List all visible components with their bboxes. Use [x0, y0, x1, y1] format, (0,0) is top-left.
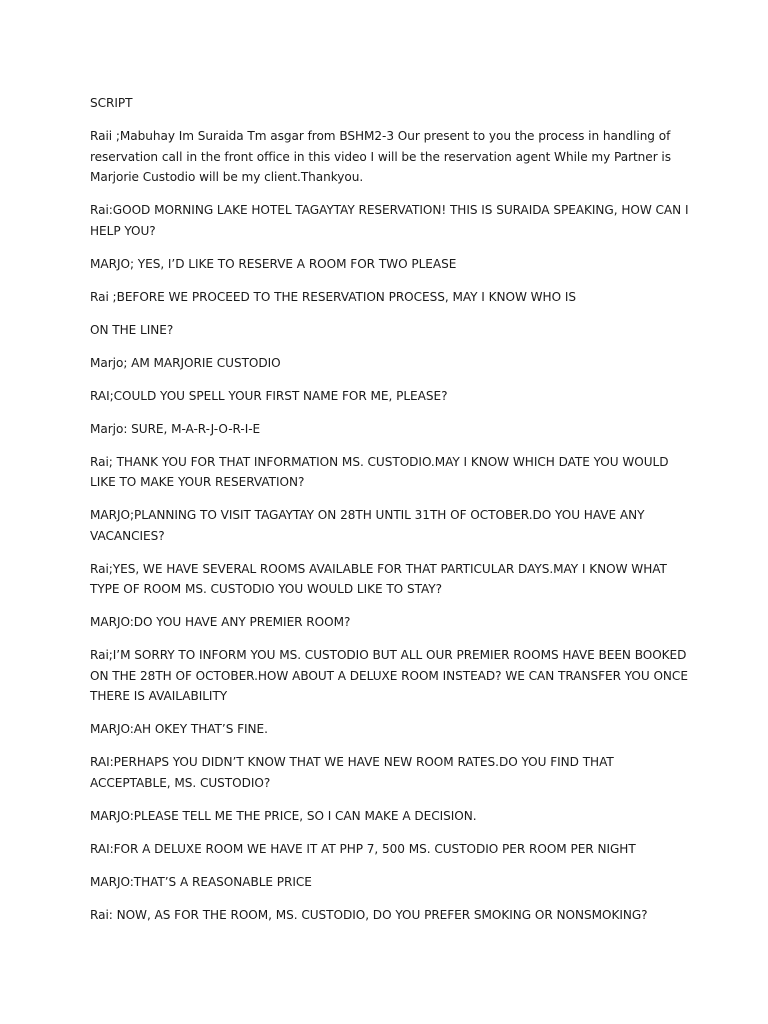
document-body [90, 93, 690, 938]
script-paragraph: MARJO:THAT’S A REASONABLE PRICE [90, 874, 312, 889]
script-paragraph: Marjo: SURE, M-A-R-J-O-R-I-E [90, 421, 261, 436]
script-paragraph: MARJO:PLEASE TELL ME THE PRICE, SO I CAN MAKE A DECISION. [90, 808, 477, 823]
script-paragraph: ON THE LINE? [90, 322, 174, 337]
script-paragraph: Rai; THANK YOU FOR THAT INFORMATION MS. CUSTODIO.MAY I KNOW WHICH DATE YOU WOULD LIKE TO MAKE YOUR RESERVATION? [90, 454, 669, 489]
script-paragraph: Raii ;Mabuhay Im Suraida Tm asgar from BSHM2-3 Our present to you the process in handling of reservation call in the front office in this video I will be the reservation agent While my Partner is Marjorie Custodio will be my client.Thankyou. [90, 129, 671, 184]
script-paragraph: MARJO; YES, I’D LIKE TO RESERVE A ROOM FOR TWO PLEASE [90, 256, 457, 271]
script-paragraph: Rai: NOW, AS FOR THE ROOM, MS. CUSTODIO, DO YOU PREFER SMOKING OR NONSMOKING? [90, 907, 648, 922]
script-paragraph: RAI:PERHAPS YOU DIDN’T KNOW THAT WE HAVE NEW ROOM RATES.DO YOU FIND THAT ACCEPTABLE, MS. CUSTODIO? [90, 755, 614, 790]
script-paragraph: Rai ;BEFORE WE PROCEED TO THE RESERVATION PROCESS, MAY I KNOW WHO IS [90, 289, 577, 304]
script-paragraph: MARJO:AH OKEY THAT’S FINE. [90, 722, 268, 736]
script-paragraph: Rai:GOOD MORNING LAKE HOTEL TAGAYTAY RESERVATION! THIS IS SURAIDA SPEAKING, HOW CAN I HELP YOU? [90, 203, 689, 238]
script-paragraph: Rai;YES, WE HAVE SEVERAL ROOMS AVAILABLE FOR THAT PARTICULAR DAYS.MAY I KNOW WHAT TYPE OF ROOM MS. CUSTODIO YOU WOULD LIKE TO STAY? [90, 561, 667, 596]
document-heading: SCRIPT [90, 96, 133, 110]
script-paragraph: Marjo; AM MARJORIE CUSTODIO [90, 355, 281, 370]
script-paragraph: RAI:FOR A DELUXE ROOM WE HAVE IT AT PHP 7, 500 MS. CUSTODIO PER ROOM PER NIGHT [90, 841, 636, 856]
script-paragraph: RAI;COULD YOU SPELL YOUR FIRST NAME FOR ME, PLEASE? [90, 388, 448, 403]
script-paragraph: MARJO;PLANNING TO VISIT TAGAYTAY ON 28TH UNTIL 31TH OF OCTOBER.DO YOU HAVE ANY VACANCIES? [90, 508, 645, 543]
script-paragraph: MARJO:DO YOU HAVE ANY PREMIER ROOM? [90, 615, 351, 629]
script-paragraph: Rai;I’M SORRY TO INFORM YOU MS. CUSTODIO BUT ALL OUR PREMIER ROOMS HAVE BEEN BOOKED ON THE 28TH OF OCTOBER.HOW ABOUT A DELUXE ROOM INSTEAD? WE CAN TRANSFER YOU ONCE THERE IS AVAILABILITY [90, 648, 688, 703]
